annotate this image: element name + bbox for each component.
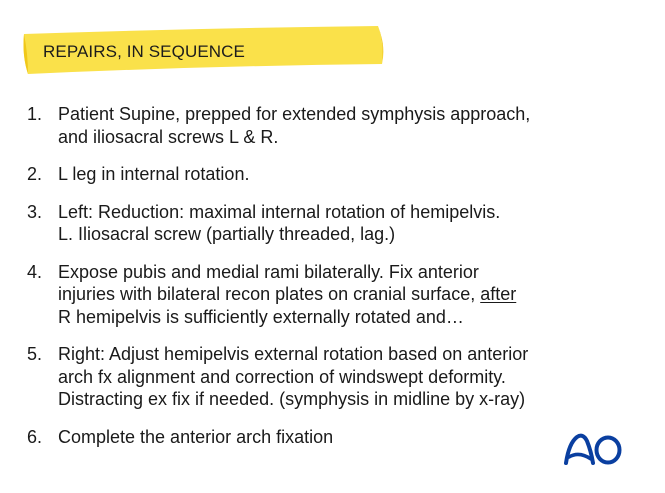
emphasis-underlined-word: after bbox=[480, 284, 517, 304]
step-number: 2. bbox=[27, 164, 43, 184]
step-text bbox=[58, 103, 627, 148]
section-title: REPAIRS, IN SEQUENCE bbox=[43, 42, 245, 61]
step-line: L. Iliosacral screw (partially threaded, lag.) bbox=[58, 224, 396, 244]
step-line: arch fx alignment and correction of windswept deformity. bbox=[58, 366, 506, 387]
step-line-text: injuries with bilateral recon plates on cranial surface, bbox=[58, 284, 481, 304]
section-banner bbox=[22, 26, 384, 74]
step-text bbox=[58, 343, 627, 411]
step-text bbox=[58, 163, 627, 186]
step-item-2 bbox=[27, 163, 627, 186]
step-line bbox=[58, 283, 627, 306]
step-item-1 bbox=[27, 103, 627, 148]
step-line: and iliosacral screws L & R. bbox=[58, 126, 279, 147]
step-item-6 bbox=[27, 426, 627, 449]
step-line: Left: Reduction: maximal internal rotation of hemipelvis. bbox=[58, 201, 501, 222]
ao-logo-icon bbox=[563, 433, 623, 465]
step-number: 4. bbox=[27, 261, 43, 282]
step-line: R hemipelvis is sufficiently externally rotated and… bbox=[58, 306, 464, 327]
step-text bbox=[58, 426, 627, 449]
step-number: 3. bbox=[27, 201, 43, 222]
step-item-5 bbox=[27, 343, 627, 411]
step-line: Right: Adjust hemipelvis external rotation based on anterior bbox=[58, 344, 529, 364]
step-line: Patient Supine, prepped for extended symphysis approach, bbox=[58, 104, 531, 124]
step-number: 5. bbox=[27, 344, 43, 364]
step-line: Complete the anterior arch fixation bbox=[58, 426, 334, 447]
step-line: Expose pubis and medial rami bilaterally. Fix anterior bbox=[58, 261, 479, 282]
step-line: L leg in internal rotation. bbox=[58, 164, 250, 184]
step-item-4 bbox=[27, 261, 627, 329]
step-line: Distracting ex fix if needed. (symphysis in midline by x-ray) bbox=[58, 389, 526, 409]
repair-steps-list bbox=[27, 103, 627, 463]
step-text bbox=[58, 201, 627, 246]
step-text bbox=[58, 261, 627, 329]
step-number: 1. bbox=[27, 104, 43, 124]
step-item-3 bbox=[27, 201, 627, 246]
ao-logo bbox=[563, 433, 623, 465]
step-number: 6. bbox=[27, 426, 43, 447]
